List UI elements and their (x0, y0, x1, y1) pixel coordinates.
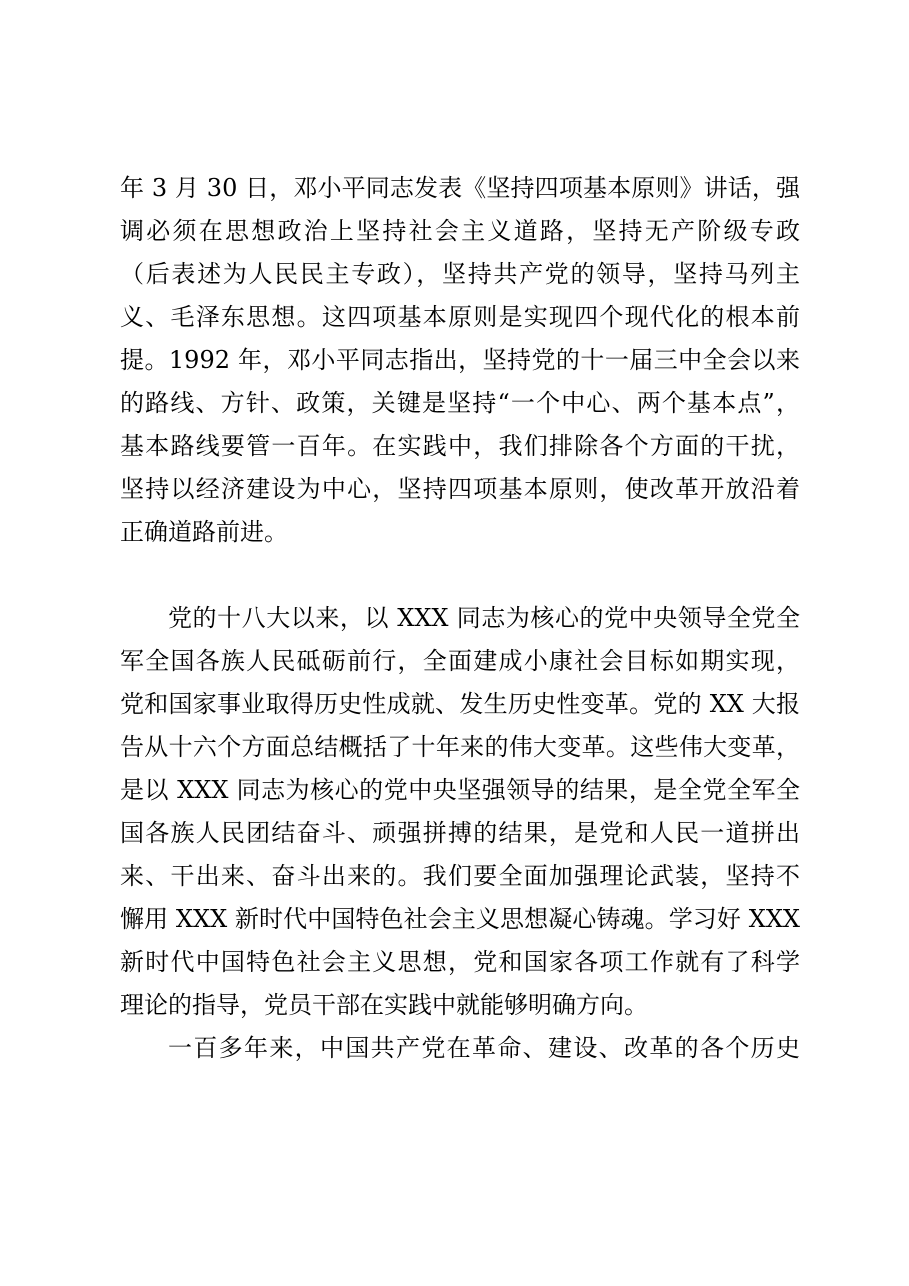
text-line: 告从十六个方面总结概括了十年来的伟大变革。这些伟大变革， (120, 733, 800, 761)
text-line: 坚持以经济建设为中心，坚持四项基本原则，使改革开放沿着 (120, 475, 800, 503)
text-line: 新时代中国特色社会主义思想，党和国家各项工作就有了科学 (120, 948, 800, 976)
text-line: 党的十八大以来，以 XXX 同志为核心的党中央领导全党全 (168, 604, 800, 632)
text-line: 义、毛泽东思想。这四项基本原则是实现四个现代化的根本前 (120, 303, 800, 331)
text-line: 懈用 XXX 新时代中国特色社会主义思想凝心铸魂。学习好 XXX (120, 905, 800, 933)
text-line: 一百多年来，中国共产党在革命、建设、改革的各个历史 (168, 1034, 800, 1062)
text-line: （后表述为人民民主专政），坚持共产党的领导，坚持马列主 (120, 260, 800, 288)
text-line: 调必须在思想政治上坚持社会主义道路，坚持无产阶级专政 (120, 217, 800, 245)
text-line: 基本路线要管一百年。在实践中，我们排除各个方面的干扰， (120, 432, 800, 460)
text-line: 是以 XXX 同志为核心的党中央坚强领导的结果，是全党全军全 (120, 776, 800, 804)
text-line: 国各族人民团结奋斗、顽强拼搏的结果，是党和人民一道拼出 (120, 819, 800, 847)
text-line: 来、干出来、奋斗出来的。我们要全面加强理论武装，坚持不 (120, 862, 800, 890)
text-line: 军全国各族人民砥砺前行，全面建成小康社会目标如期实现， (120, 647, 800, 675)
text-line: 年 3 月 30 日，邓小平同志发表《坚持四项基本原则》讲话，强 (120, 174, 800, 202)
text-line: 提。1992 年，邓小平同志指出，坚持党的十一届三中全会以来 (120, 346, 800, 374)
text-line: 正确道路前进。 (120, 518, 288, 546)
text-line: 党和国家事业取得历史性成就、发生历史性变革。党的 XX 大报 (120, 690, 800, 718)
text-line: 理论的指导，党员干部在实践中就能够明确方向。 (120, 991, 648, 1019)
text-line: 的路线、方针、政策，关键是坚持“一个中心、两个基本点”， (120, 389, 800, 417)
